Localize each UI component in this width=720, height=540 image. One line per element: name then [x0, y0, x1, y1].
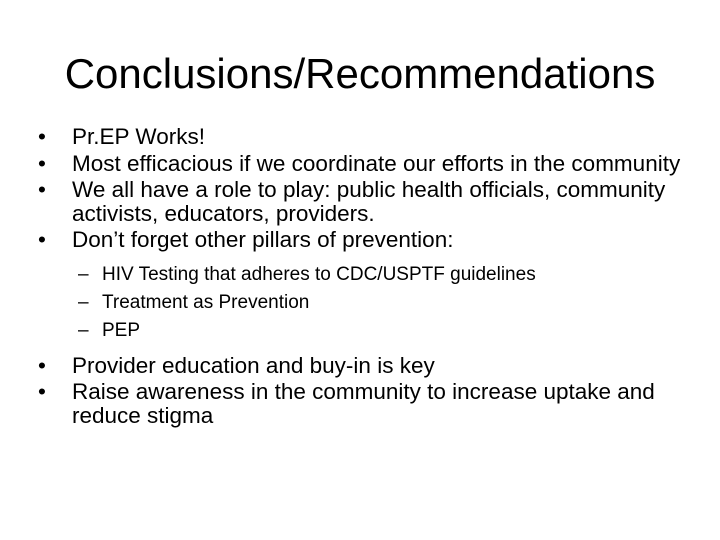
- bullet-text: Raise awareness in the community to increase uptake and reduce stigma: [72, 379, 655, 428]
- sub-bullet-text: Treatment as Prevention: [102, 291, 310, 313]
- bullet-icon: •: [38, 177, 46, 202]
- sub-bullet-item: [34, 292, 694, 314]
- bullet-icon: •: [38, 150, 46, 176]
- bullet-text: Pr.EP Works!: [72, 124, 205, 149]
- bullet-text: Don’t forget other pillars of prevention:: [72, 227, 454, 252]
- sub-bullet-list: [34, 264, 694, 342]
- bullet-text: Most efficacious if we coordinate our efforts in the community: [72, 150, 681, 176]
- bullet-item: [34, 125, 694, 149]
- dash-icon: –: [78, 263, 89, 285]
- bullet-item: [34, 178, 694, 225]
- bullet-icon: •: [38, 352, 46, 378]
- sub-bullet-item: [34, 320, 694, 342]
- bullet-item: [34, 228, 694, 252]
- slide-title: Conclusions/Recommendations: [64, 50, 656, 97]
- slide-body: [34, 125, 694, 427]
- bullet-text: We all have a role to play: public health officials, community activists, educators, providers.: [72, 177, 666, 226]
- bullet-item: [34, 152, 694, 176]
- bullet-text: Provider education and buy-in is key: [72, 352, 435, 378]
- bullet-icon: •: [38, 227, 46, 252]
- bullet-icon: •: [38, 124, 46, 149]
- sub-bullet-item: [34, 264, 694, 286]
- dash-icon: –: [78, 319, 89, 341]
- sub-bullet-text: HIV Testing that adheres to CDC/USPTF guidelines: [102, 263, 536, 285]
- bullet-item: [34, 354, 694, 378]
- bullet-icon: •: [38, 379, 46, 404]
- sub-bullet-text: PEP: [102, 319, 141, 341]
- dash-icon: –: [78, 291, 89, 313]
- bullet-item: [34, 380, 694, 427]
